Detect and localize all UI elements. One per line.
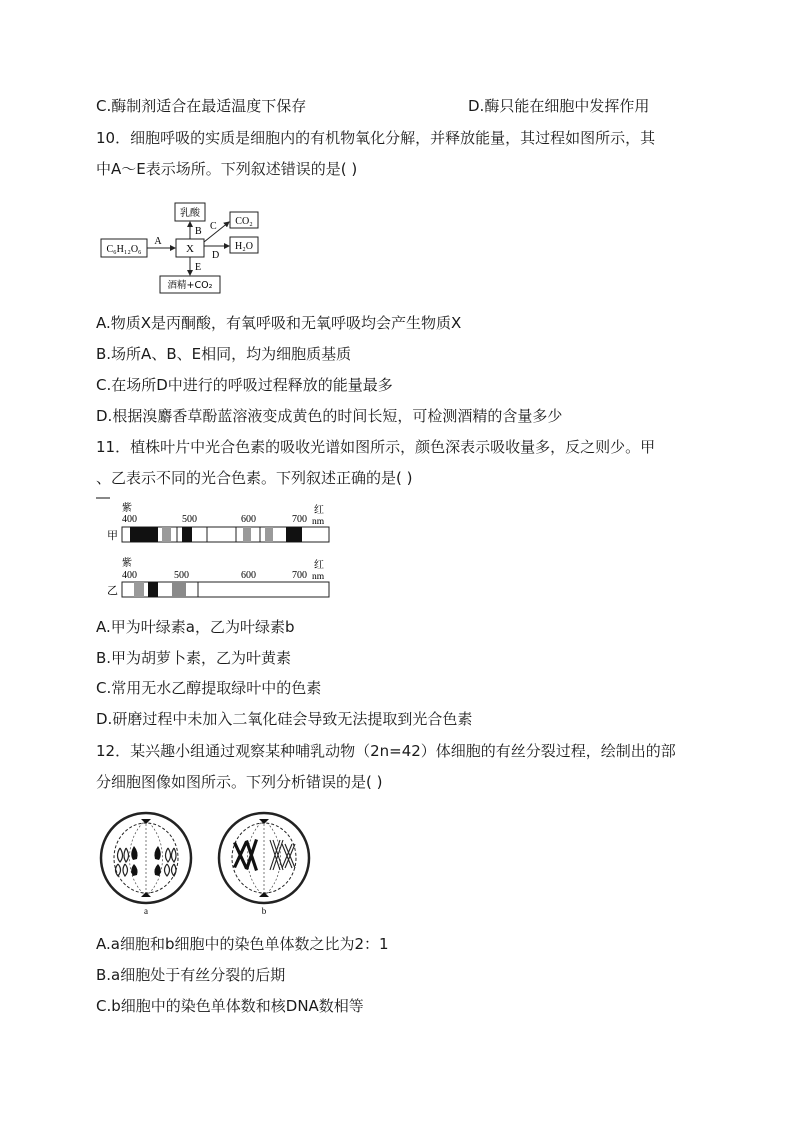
q11-option-d: D.研磨过程中未加入二氧化硅会导致无法提取到光合色素 <box>96 710 473 728</box>
jia-tick-700: 700 <box>292 514 307 525</box>
jia-tick-500: 500 <box>182 514 197 525</box>
q10-option-c: C.在场所D中进行的呼吸过程释放的能量最多 <box>96 376 393 394</box>
co2-label: CO₂ <box>235 216 253 227</box>
q12-stem-line2: 分细胞图像如图所示。下列分析错误的是( ) <box>96 773 383 791</box>
yi-tick-400: 400 <box>122 570 137 581</box>
yi-spectrum-bar <box>122 582 329 597</box>
q12-option-c: C.b细胞中的染色单体数和核DNA数相等 <box>96 997 364 1015</box>
cell-a-label: a <box>144 906 148 916</box>
jia-row-label: 甲 <box>107 529 118 542</box>
q11-option-a: A.甲为叶绿素a，乙为叶绿素b <box>96 618 295 636</box>
q10-option-b: B.场所A、B、E相同，均为细胞质基质 <box>96 345 352 363</box>
ethanol-co2-label: 酒精+CO₂ <box>167 280 213 291</box>
respiration-diagram <box>96 196 276 296</box>
h2o-label: H₂O <box>235 241 253 252</box>
label-c: C <box>210 221 217 232</box>
q10-stem-line2: 中A～E表示场所。下列叙述错误的是( ) <box>96 160 358 178</box>
yi-tick-500: 500 <box>174 570 189 581</box>
lactic-acid-label: 乳酸 <box>180 208 200 219</box>
absorption-spectrum-figure <box>96 494 336 604</box>
q9-option-c: C.酶制剂适合在最适温度下保存 <box>96 97 307 115</box>
yi-red-label: 红 <box>314 560 324 571</box>
q11-stem-line1: 11．植株叶片中光合色素的吸收光谱如图所示，颜色深表示吸收量多，反之则少。甲 <box>96 438 656 456</box>
yi-tick-700: 700 <box>292 570 307 581</box>
q11-stem-line2: 、乙表示不同的光合色素。下列叙述正确的是( ) <box>96 469 413 487</box>
cell-b <box>219 813 309 903</box>
label-b: B <box>195 226 202 237</box>
q10-option-d: D.根据溴麝香草酚蓝溶液变成黄色的时间长短，可检测酒精的含量多少 <box>96 407 563 425</box>
jia-violet-label: 紫 <box>122 503 132 514</box>
jia-red-label: 红 <box>314 505 324 516</box>
label-d: D <box>212 250 220 261</box>
label-a: A <box>154 236 162 247</box>
yi-tick-600: 600 <box>241 570 256 581</box>
x-label: X <box>186 243 194 255</box>
q9-option-d: D.酶只能在细胞中发挥作用 <box>468 97 650 115</box>
jia-tick-600: 600 <box>241 514 256 525</box>
jia-tick-400: 400 <box>122 514 137 525</box>
label-e: E <box>195 262 202 273</box>
q10-option-a: A.物质X是丙酮酸，有氧呼吸和无氧呼吸均会产生物质X <box>96 314 462 332</box>
cell-a <box>101 813 191 903</box>
jia-spectrum-bar <box>122 527 329 542</box>
yi-nm-label: nm <box>312 572 325 582</box>
yi-row-label: 乙 <box>107 584 118 597</box>
q11-option-b: B.甲为胡萝卜素，乙为叶黄素 <box>96 649 292 667</box>
mitosis-cells-figure <box>96 808 326 920</box>
jia-nm-label: nm <box>312 517 325 527</box>
q12-option-b: B.a细胞处于有丝分裂的后期 <box>96 966 286 984</box>
cell-b-label: b <box>261 906 267 916</box>
q11-option-c: C.常用无水乙醇提取绿叶中的色素 <box>96 679 322 697</box>
q12-option-a: A.a细胞和b细胞中的染色单体数之比为2：1 <box>96 935 389 953</box>
q12-stem-line1: 12．某兴趣小组通过观察某种哺乳动物（2n=42）体细胞的有丝分裂过程，绘制出的部 <box>96 742 676 760</box>
glucose-label: C₆H₁₂O₆ <box>106 244 142 255</box>
q9-options-row <box>96 96 650 116</box>
yi-violet-label: 紫 <box>122 558 132 569</box>
q10-stem-line1: 10．细胞呼吸的实质是细胞内的有机物氧化分解，并释放能量，其过程如图所示，其 <box>96 129 656 147</box>
